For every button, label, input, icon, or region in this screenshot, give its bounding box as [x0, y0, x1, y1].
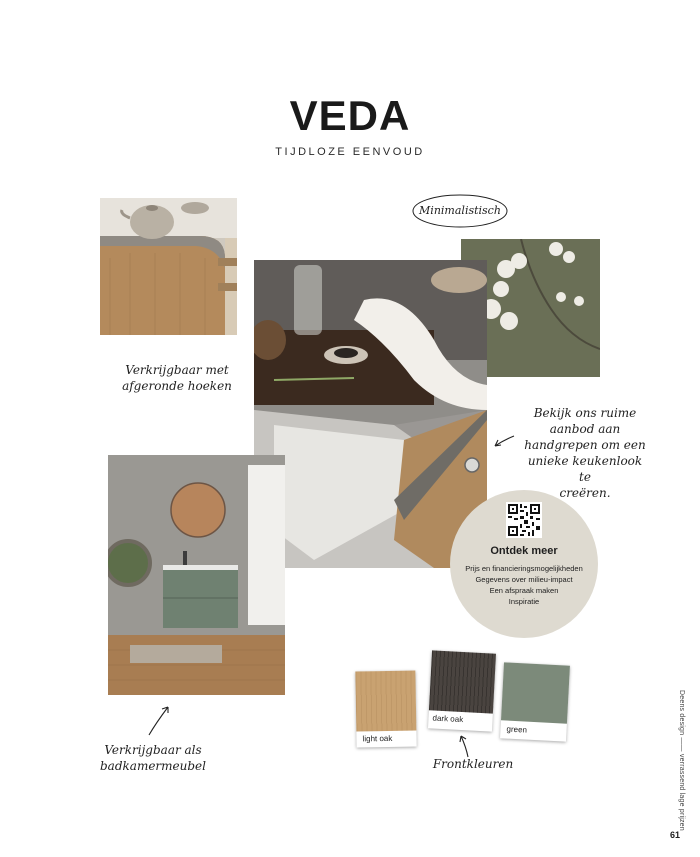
promo-badge[interactable]: [450, 490, 598, 638]
swatch-light-oak: [355, 670, 416, 747]
minimalistisch-tag: [410, 192, 510, 230]
promo-link-environment[interactable]: Gegevens over milieu-impact: [475, 575, 573, 584]
photo-kitchen-main: [254, 260, 487, 568]
tag-label: Minimalistisch: [419, 204, 501, 217]
note-line: badkamermeubel: [100, 759, 206, 773]
swatch-color: [429, 650, 496, 713]
page-title: VEDA: [289, 92, 411, 139]
promo-list: [450, 563, 598, 607]
page-number: 61: [670, 830, 681, 840]
swatch-dark-oak: [428, 650, 496, 731]
note-rounded-corners: [112, 362, 242, 394]
note-line: aanbod aan: [549, 422, 621, 436]
swatch-label: green: [506, 724, 528, 735]
note-line: Verkrijgbaar met: [125, 363, 229, 377]
note-line: unieke keukenlook te: [527, 454, 643, 484]
note-fronts: Frontkleuren: [432, 757, 514, 771]
arrow-bathroom: [146, 703, 172, 737]
swatch-color: [355, 670, 416, 731]
swatch-color: [501, 662, 570, 723]
photo-bathroom: [108, 455, 285, 695]
swatch-label: dark oak: [432, 713, 464, 725]
promo-link-pricing[interactable]: Prijs en financieringsmogelijkheden: [465, 564, 583, 573]
photo-rounded-corner: [100, 198, 237, 335]
note-handles: [520, 405, 650, 501]
swatch-label: light oak: [362, 733, 393, 744]
note-line: Verkrijgbaar als: [104, 743, 202, 757]
promo-link-inspiration[interactable]: Inspiratie: [508, 597, 540, 606]
promo-link-appointment[interactable]: Een afspraak maken: [489, 586, 559, 595]
page-subtitle: TIJDLOZE EENVOUD: [275, 146, 425, 158]
note-bathroom: [98, 742, 208, 774]
note-line: creëren.: [559, 486, 611, 500]
qr-code-icon[interactable]: [506, 502, 542, 538]
side-tagline: Deens design —— verrassend lage prijzen: [678, 690, 685, 831]
swatch-green: [500, 662, 570, 741]
note-line: Bekijk ons ruime: [533, 406, 637, 420]
note-line: afgeronde hoeken: [122, 379, 232, 393]
arrow-handles: [492, 434, 516, 450]
promo-heading: Ontdek meer: [490, 545, 558, 557]
note-line: handgrepen om een: [524, 438, 646, 452]
